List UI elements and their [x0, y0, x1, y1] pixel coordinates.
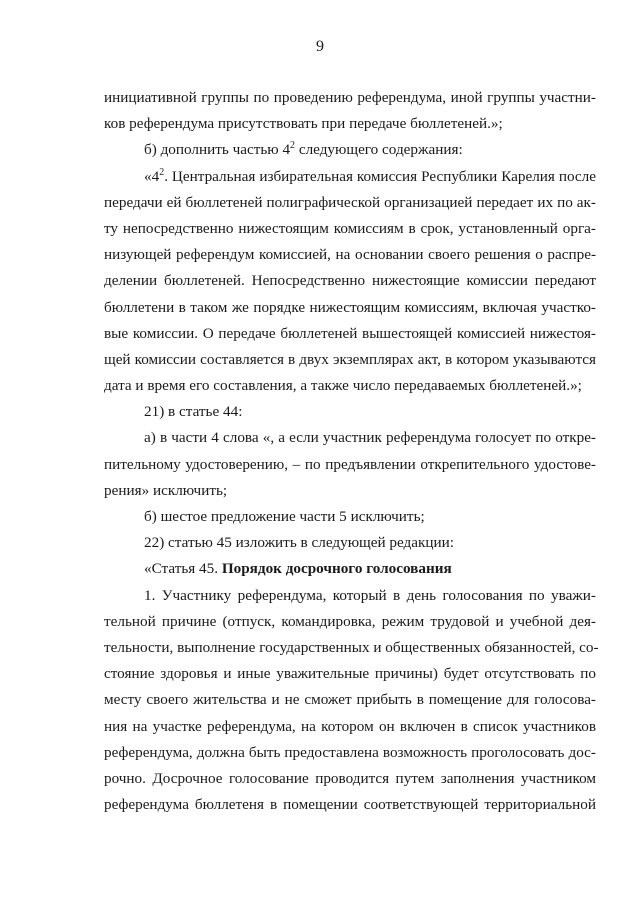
text-line: б) шестое предложение части 5 исключить;: [144, 508, 425, 525]
text-line: тельности, выполнение государственных и общественных обязанностей, со-: [104, 638, 599, 656]
text-line: рения» исключить;: [104, 481, 228, 499]
text-line: инициативной группы по проведению референдума, иной группы участни-: [104, 89, 596, 106]
text-line: передачи ей бюллетеней полиграфической организацией передает их по ак-: [104, 193, 596, 211]
text-line: ния на участке референдума, на котором он включен в список участников: [104, 717, 596, 735]
document-body: [104, 85, 599, 818]
text-line: а) в части 4 слова «, а если участник референдума голосует по откре-: [144, 429, 596, 447]
text-line: пительному удостоверению, – по предъявлении открепительного удостове-: [104, 455, 596, 473]
text-segment: «4: [144, 167, 160, 185]
text-line: [104, 556, 596, 582]
superscript: 2: [159, 166, 165, 178]
page-number: 9: [316, 38, 324, 55]
text-line: дата и время его составления, а также число передаваемых бюллетеней.»;: [104, 377, 582, 395]
text-line: ков референдума присутствовать при передаче бюллетеней.»;: [104, 115, 503, 133]
text-segment: б) дополнить частью 4: [144, 141, 291, 159]
article-prefix: «Статья 45.: [144, 560, 222, 578]
text-line: [104, 164, 596, 190]
text-line: референдума, должна быть предоставлена возможность проголосовать дос-: [104, 743, 596, 761]
text-segment: следующего содержания:: [295, 141, 463, 159]
text-line: щей комиссии составляется в двух экземплярах акт, в котором указываются: [104, 350, 596, 368]
text-line: стояние здоровья и иные уважительные причины) будет отсутствовать по: [104, 665, 596, 683]
text-line: делении бюллетеней. Непосредственно нижестоящие комиссии передают: [104, 272, 596, 290]
text-line: [104, 137, 596, 163]
text-segment: . Центральная избирательная комиссия Республики Карелия после: [164, 167, 596, 185]
text-line: рочно. Досрочное голосование проводится путем заполнения участником: [104, 769, 596, 787]
text-line: бюллетени в таком же порядке нижестоящим комиссиям, включая участко-: [104, 298, 596, 316]
superscript: 2: [290, 140, 296, 152]
text-line: референдума бюллетеня в помещении соответствующей территориальной: [104, 796, 596, 814]
article-title: Порядок досрочного голосования: [221, 560, 452, 578]
text-line: 22) статью 45 изложить в следующей редакции:: [144, 534, 454, 552]
text-line: вые комиссии. О передаче бюллетеней вышестоящей комиссией нижестоя-: [104, 324, 596, 342]
text-line: тельной причине (отпуск, командировка, режим трудовой и учебной дея-: [104, 612, 596, 630]
text-line: низующей референдум комиссией, на основании своего решения о распре-: [104, 246, 596, 264]
text-line: ту непосредственно нижестоящим комиссиям в срок, установленный орга-: [104, 219, 596, 237]
text-line: месту своего жительства и не сможет прибыть в помещение для голосова-: [104, 691, 596, 709]
text-line: 21) в статье 44:: [144, 403, 243, 421]
text-line: 1. Участнику референдума, который в день голосования по уважи-: [144, 586, 596, 604]
